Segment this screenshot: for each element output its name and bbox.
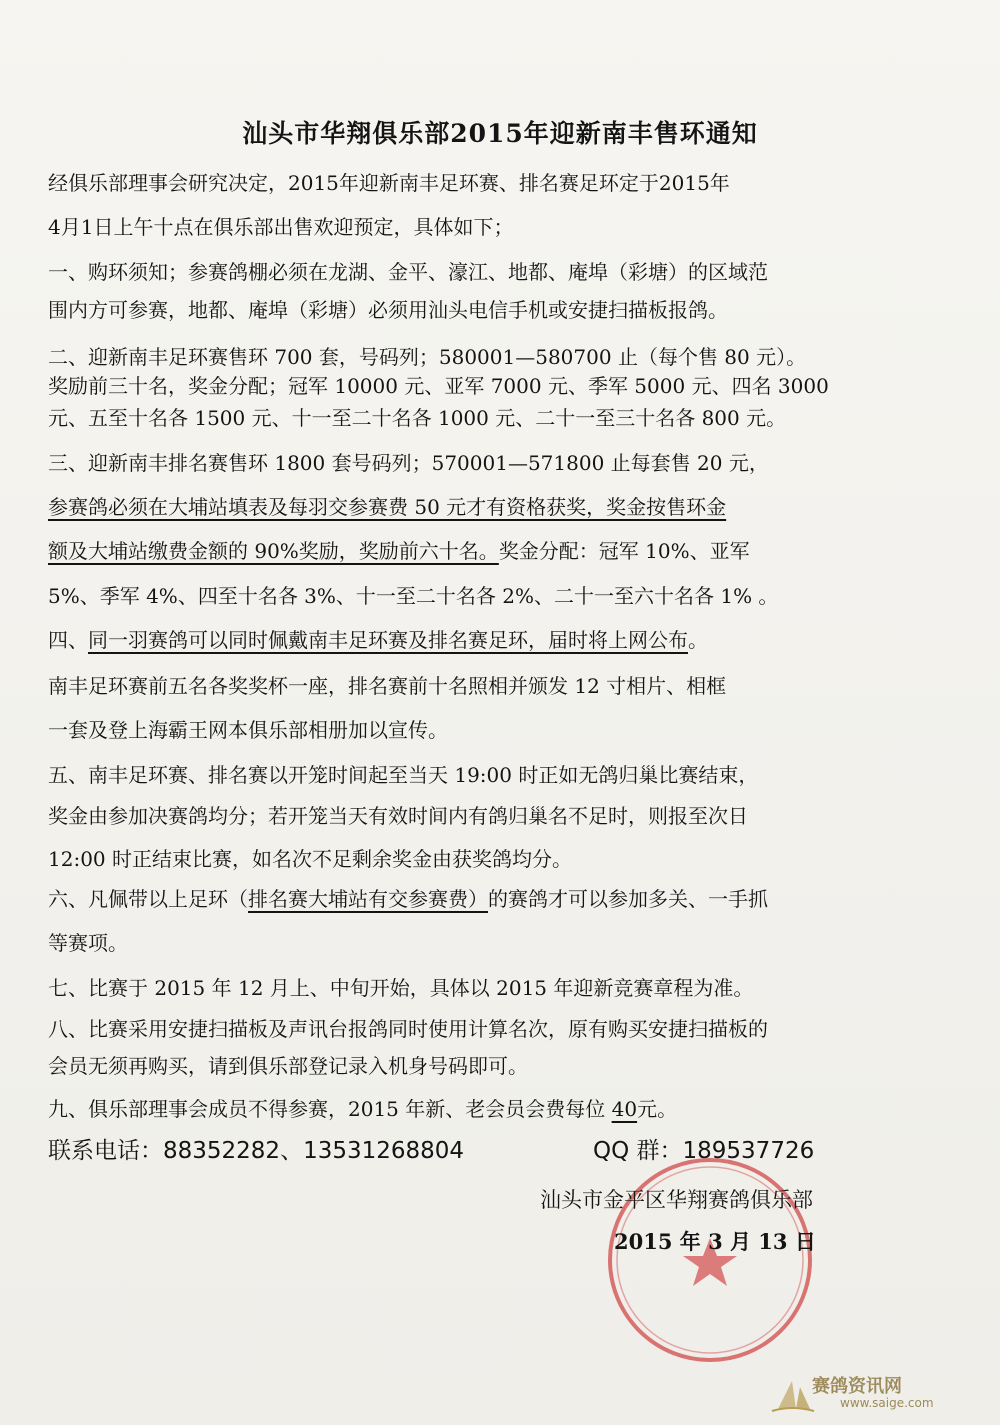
- item3-prize-split: 奖金分配：冠军 10%、亚军: [498, 539, 750, 563]
- item3-line-3: [48, 538, 948, 564]
- item2-line-1: 二、迎新南丰足环赛售环 700 套，号码列；580001—580700 止（每个售 80 元）。: [48, 345, 807, 369]
- item9-suffix: 元。: [637, 1097, 678, 1121]
- item2-line-2: 奖励前三十名，奖金分配；冠军 10000 元、亚军 7000 元、季军 5000 元、四名 3000: [48, 374, 829, 398]
- item4-line-1: [48, 627, 948, 653]
- item5-line-1: 五、南丰足环赛、排名赛以开笼时间起至当天 19:00 时正如无鸽归巢比赛结束，: [48, 763, 759, 787]
- item6-prefix: 六、凡佩带以上足环（: [48, 887, 248, 911]
- item6-line-1: [48, 886, 948, 912]
- item1-line-1: 一、购环须知；参赛鸽棚必须在龙湖、金平、濠江、地都、庵埠（彩塘）的区域范: [48, 260, 768, 284]
- item9-prefix: 九、俱乐部理事会成员不得参赛，2015 年新、老会员会费每位: [48, 1097, 612, 1121]
- item8-line-1: 八、比赛采用安捷扫描板及声讯台报鸽同时使用计算名次，原有购买安捷扫描板的: [48, 1017, 768, 1041]
- item3-underlined: 额及大埔站缴费金额的 90%奖励，奖励前六十名。: [48, 539, 499, 563]
- item6-underlined: 排名赛大埔站有交参赛费）: [248, 887, 488, 911]
- issuer-organization: 汕头市金平区华翔赛鸽俱乐部: [540, 1188, 813, 1212]
- item1-line-2: 围内方可参赛，地都、庵埠（彩塘）必须用汕头电信手机或安捷扫描板报鸽。: [48, 298, 728, 322]
- item8-line-2: 会员无须再购买，请到俱乐部登记录入机身号码即可。: [48, 1054, 528, 1078]
- item3-line-1: 三、迎新南丰排名赛售环 1800 套号码列；570001—571800 止每套售 20 元，: [48, 451, 769, 475]
- issue-date: 2015 年 3 月 13 日: [614, 1229, 816, 1254]
- watermark-site-name: 赛鸽资讯网: [812, 1376, 902, 1397]
- contact-phone: 联系电话：88352282、13531268804: [48, 1138, 465, 1164]
- item3-line-2: 参赛鸽必须在大埔站填表及每羽交参赛费 50 元才有资格获奖，奖金按售环金: [48, 495, 727, 519]
- intro-line-2: 4月1日上午十点在俱乐部出售欢迎预定，具体如下；: [48, 215, 514, 239]
- item4-suffix: 。: [688, 628, 708, 652]
- contact-qq: QQ 群：189537726: [593, 1138, 815, 1164]
- item6-line-2: 等赛项。: [48, 931, 128, 955]
- item3-line-4: 5%、季军 4%、四至十名各 3%、十一至二十名各 2%、二十一至六十名各 1% 。: [48, 584, 779, 608]
- item4-underlined: 同一羽赛鸽可以同时佩戴南丰足环赛及排名赛足环，届时将上网公布: [88, 628, 688, 652]
- watermark-site-url: www.saige.com: [840, 1396, 934, 1410]
- item9-fee: 40: [611, 1097, 638, 1121]
- item7-line: 七、比赛于 2015 年 12 月上、中旬开始，具体以 2015 年迎新竞赛章程为准。: [48, 976, 754, 1000]
- contact-line: [48, 1132, 968, 1165]
- item5-line-2: 奖金由参加决赛鸽均分；若开笼当天有效时间内有鸽归巢名不足时，则报至次日: [48, 804, 748, 828]
- item4-line-2: 南丰足环赛前五名各奖奖杯一座，排名赛前十名照相并颁发 12 寸相片、相框: [48, 674, 727, 698]
- club-seal-stamp: [600, 1150, 820, 1370]
- item5-line-3: 12:00 时正结束比赛，如名次不足剩余奖金由获奖鸽均分。: [48, 847, 572, 871]
- item6-suffix: 的赛鸽才可以参加多关、一手抓: [488, 887, 768, 911]
- notice-title: 汕头市华翔俱乐部2015年迎新南丰售环通知: [242, 119, 758, 148]
- item4-prefix: 四、: [48, 628, 88, 652]
- intro-line-1: 经俱乐部理事会研究决定，2015年迎新南丰足环赛、排名赛足环定于2015年: [48, 171, 730, 195]
- item2-line-3: 元、五至十名各 1500 元、十一至二十名各 1000 元、二十一至三十名各 800 元。: [48, 406, 787, 430]
- item4-line-3: 一套及登上海霸王网本俱乐部相册加以宣传。: [48, 718, 448, 742]
- item9-line: [48, 1096, 948, 1122]
